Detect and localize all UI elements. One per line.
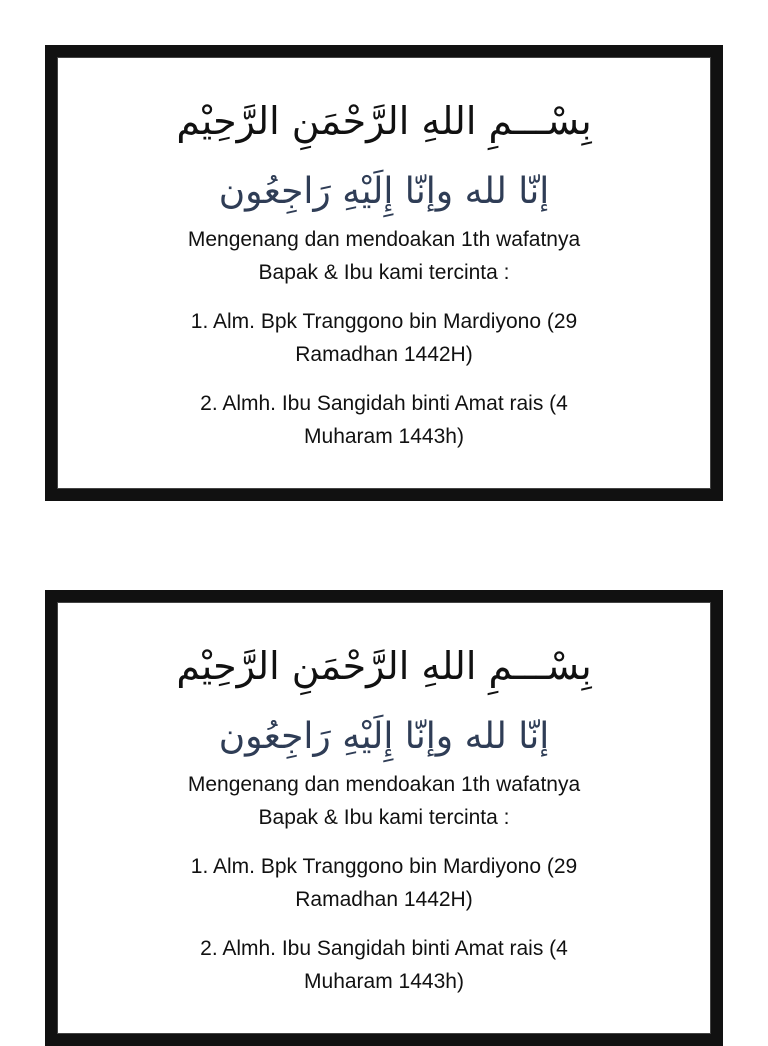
item-1-line-2: Ramadhan 1442H) [295, 888, 473, 911]
istirja-text: إنّا لله وإنّا إِلَيْهِ رَاجِعُون [218, 171, 550, 212]
card-content [57, 57, 711, 489]
memorial-card-1 [45, 45, 723, 501]
intro-text [97, 223, 671, 289]
intro-line-2: Bapak & Ibu kami tercinta : [258, 806, 510, 829]
intro-text [97, 768, 671, 834]
item-1-line-1: 1. Alm. Bpk Tranggono bin Mardiyono (29 [190, 855, 578, 878]
list-item-2 [97, 932, 671, 998]
intro-line-2: Bapak & Ibu kami tercinta : [258, 261, 510, 284]
item-1-line-1: 1. Alm. Bpk Tranggono bin Mardiyono (29 [190, 310, 578, 333]
basmala-heading: بِسْـــمِ اللهِ الرَّحْمَنِ الرَّحِيْم [176, 99, 592, 143]
item-2-line-1: 2. Almh. Ibu Sangidah binti Amat rais (4 [200, 392, 568, 415]
card-content [57, 602, 711, 1034]
list-item-1 [97, 305, 671, 371]
basmala-heading: بِسْـــمِ اللهِ الرَّحْمَنِ الرَّحِيْم [176, 644, 592, 688]
istirja-text: إنّا لله وإنّا إِلَيْهِ رَاجِعُون [218, 716, 550, 757]
item-2-line-2: Muharam 1443h) [304, 425, 464, 448]
item-2-line-2: Muharam 1443h) [304, 970, 464, 993]
item-1-line-2: Ramadhan 1442H) [295, 343, 473, 366]
item-2-line-1: 2. Almh. Ibu Sangidah binti Amat rais (4 [200, 937, 568, 960]
list-item-1 [97, 850, 671, 916]
intro-line-1: Mengenang dan mendoakan 1th wafatnya [187, 228, 581, 251]
list-item-2 [97, 387, 671, 453]
memorial-card-2 [45, 590, 723, 1046]
intro-line-1: Mengenang dan mendoakan 1th wafatnya [187, 773, 581, 796]
